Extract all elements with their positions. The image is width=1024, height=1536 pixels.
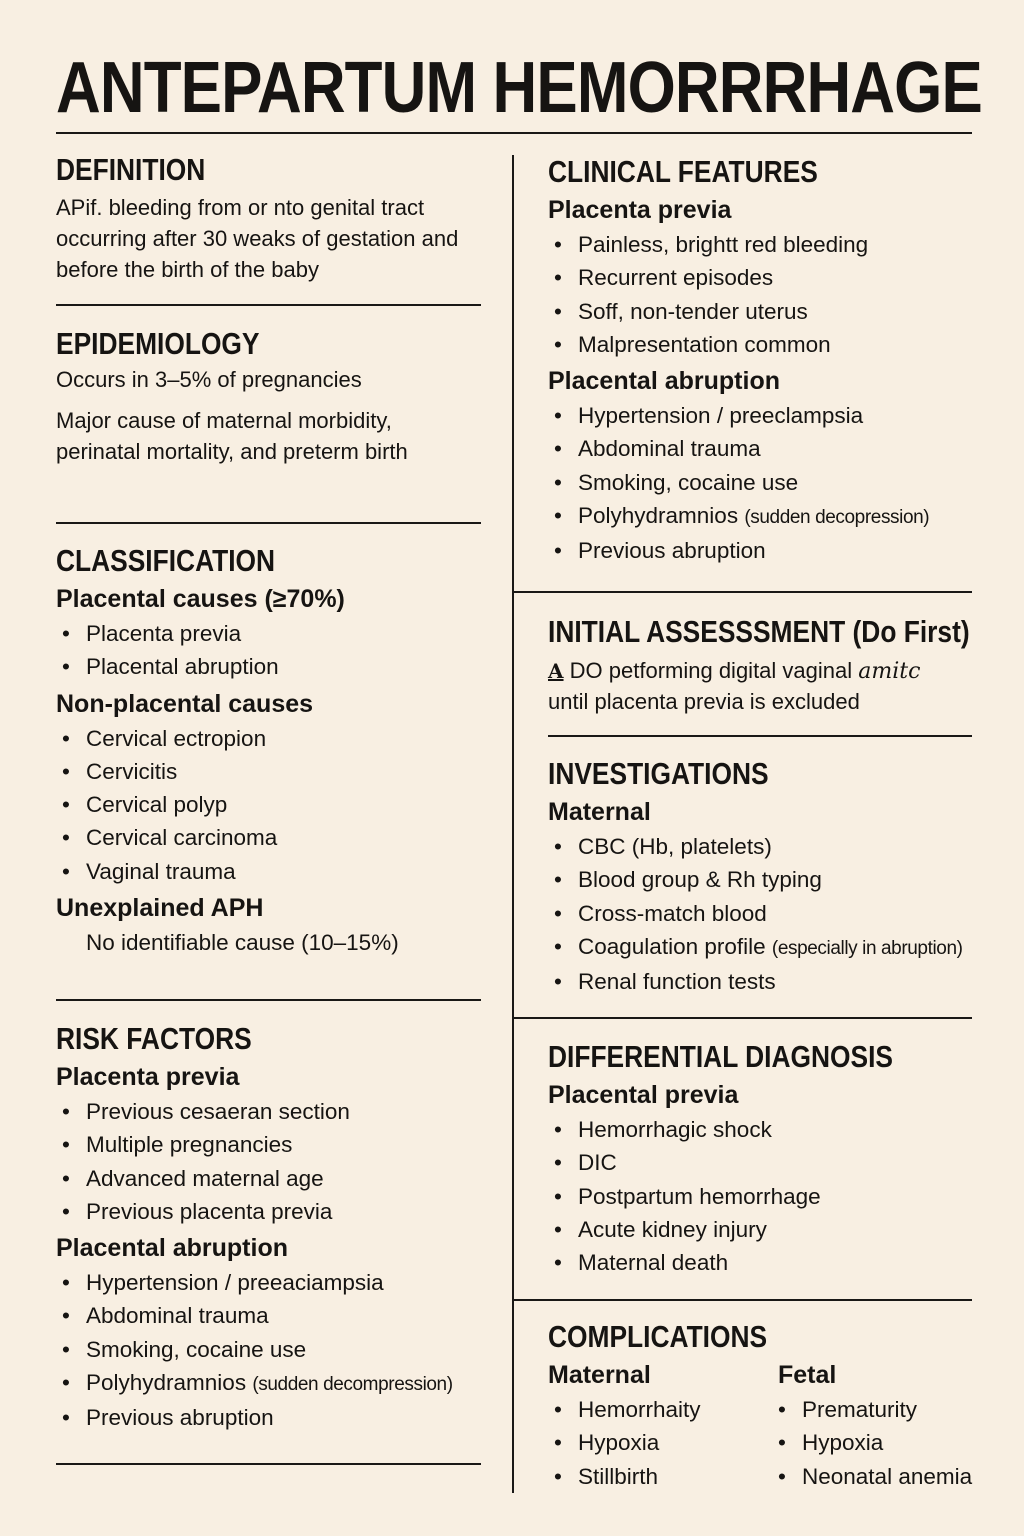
placental-causes-list bbox=[56, 617, 486, 684]
assessment-line-1: DO petforming digital vaginal bbox=[569, 658, 853, 683]
list-item-note: (sudden decopression) bbox=[744, 507, 930, 529]
investigations-section bbox=[548, 756, 1018, 998]
list-item: • Hypoxia bbox=[772, 1426, 972, 1459]
list-item bbox=[548, 930, 1018, 965]
list-item: • Stillbirth bbox=[548, 1460, 778, 1493]
divider bbox=[512, 1017, 972, 1019]
list-item: • Previous abruption bbox=[548, 534, 1008, 567]
complications-fetal-list bbox=[772, 1393, 972, 1493]
list-item-note: (especially in abruption) bbox=[771, 937, 963, 959]
epidemiology-heading: EPIDEMIOLOGY bbox=[56, 326, 260, 361]
non-placental-causes-list bbox=[56, 722, 486, 888]
list-item: • Abdominal trauma bbox=[548, 432, 1008, 465]
page-title: ANTEPARTUM HEMORRRHAGE bbox=[56, 48, 982, 128]
list-item: • Cervical polyp bbox=[56, 788, 486, 821]
list-item: • Hypertension / preeaciampsia bbox=[56, 1266, 496, 1299]
list-item: • Postpartum hemorrhage bbox=[548, 1180, 1008, 1213]
list-item: • Advanced maternal age bbox=[56, 1162, 496, 1195]
column-divider bbox=[512, 155, 514, 1493]
epidemiology-section bbox=[56, 326, 486, 467]
complications-columns bbox=[548, 1355, 1008, 1493]
divider bbox=[56, 304, 481, 306]
list-item-note: (sudden decompression) bbox=[252, 1374, 453, 1396]
risk-abruption-list bbox=[56, 1266, 496, 1434]
list-item: • CBC (Hb, platelets) bbox=[548, 830, 1018, 863]
risk-previa-list bbox=[56, 1095, 496, 1228]
list-item: • Abdominal trauma bbox=[56, 1299, 496, 1332]
assessment-line-2: until placenta previa is excluded bbox=[548, 689, 860, 714]
non-placental-causes-label: Non-placental causes bbox=[56, 689, 314, 718]
complications-maternal bbox=[548, 1355, 778, 1493]
list-item: • Soff, non-tender uterus bbox=[548, 295, 1008, 328]
risk-previa-label: Placenta previa bbox=[56, 1063, 240, 1091]
list-item: • Recurrent episodes bbox=[548, 261, 1008, 294]
list-item: • Placental abruption bbox=[56, 650, 486, 683]
definition-heading: DEFINITION bbox=[56, 152, 206, 187]
placental-causes-label: Placental causes (≥70%) bbox=[56, 585, 345, 613]
list-item: • Cervical carcinoma bbox=[56, 821, 486, 854]
classification-section bbox=[56, 543, 486, 959]
clinical-features-heading: CLINICAL FEATURES bbox=[548, 154, 818, 189]
list-item: • Vaginal trauma bbox=[56, 855, 486, 888]
complications-maternal-list bbox=[548, 1393, 778, 1493]
unexplained-aph-note: No identifiable cause (10–15%) bbox=[86, 930, 399, 956]
divider bbox=[56, 522, 481, 524]
list-item: • Neonatal anemia bbox=[772, 1460, 972, 1493]
list-item: • Hypertension / preeclampsia bbox=[548, 399, 1008, 432]
cf-previa-label: Placenta previa bbox=[548, 196, 732, 224]
complications-heading: COMPLICATIONS bbox=[548, 1319, 768, 1354]
list-item-text: Polyhydramnios bbox=[578, 503, 739, 529]
risk-abruption-label: Placental abruption bbox=[56, 1234, 288, 1263]
list-item bbox=[548, 499, 1008, 534]
differential-heading: DIFFERENTIAL DIAGNOSIS bbox=[548, 1039, 894, 1074]
initial-assessment-heading: INITIAL ASSESSSMENT (Do First) bbox=[548, 614, 970, 649]
epidemiology-prevalence: Occurs in 3–5% of pregnancies bbox=[56, 367, 362, 392]
epidemiology-impact: Major cause of maternal morbidity, perinatal mortality, and preterm birth bbox=[56, 408, 408, 464]
complications-maternal-label: Maternal bbox=[548, 1361, 651, 1389]
list-item: • Prematurity bbox=[772, 1393, 972, 1426]
list-item: • Cervicitis bbox=[56, 755, 486, 788]
list-item: • Hemorrhaity bbox=[548, 1393, 778, 1426]
risk-factors-heading: RISK FACTORS bbox=[56, 1021, 252, 1056]
list-item: • Cervical ectropion bbox=[56, 722, 486, 755]
list-item: • Previous abruption bbox=[56, 1401, 496, 1434]
investigations-maternal-label: Maternal bbox=[548, 798, 651, 826]
list-item: • Maternal death bbox=[548, 1246, 1008, 1279]
list-item: • Acute kidney injury bbox=[548, 1213, 1008, 1246]
warning-icon: A bbox=[548, 659, 564, 683]
list-item: • Smoking, cocaine use bbox=[56, 1333, 496, 1366]
divider bbox=[548, 735, 972, 737]
initial-assessment-section bbox=[548, 614, 1008, 717]
list-item: • Cross-match blood bbox=[548, 897, 1018, 930]
list-item-text: Polyhydramnios bbox=[86, 1370, 247, 1396]
clinical-features-section bbox=[548, 154, 1008, 568]
complications-fetal-label: Fetal bbox=[778, 1361, 837, 1389]
investigations-list bbox=[548, 830, 1018, 998]
cf-abruption-label: Placental abruption bbox=[548, 367, 780, 396]
list-item: • Painless, brightt red bleeding bbox=[548, 228, 1008, 261]
initial-assessment-text bbox=[548, 656, 1008, 717]
risk-factors-section bbox=[56, 1021, 496, 1435]
list-item: • Previous cesaeran section bbox=[56, 1095, 496, 1128]
complications-fetal bbox=[778, 1355, 972, 1493]
list-item: • Hypoxia bbox=[548, 1426, 778, 1459]
differential-list bbox=[548, 1113, 1008, 1279]
list-item: • DIC bbox=[548, 1146, 1008, 1179]
list-item: • Multiple pregnancies bbox=[56, 1128, 496, 1161]
list-item: • Smoking, cocaine use bbox=[548, 466, 1008, 499]
list-item-text: Coagulation profile bbox=[578, 933, 766, 959]
cf-previa-list bbox=[548, 228, 1008, 361]
list-item: • Renal function tests bbox=[548, 965, 1018, 998]
list-item: • Previous placenta previa bbox=[56, 1195, 496, 1228]
title-divider bbox=[56, 132, 972, 134]
differential-diagnosis-section bbox=[548, 1039, 1008, 1279]
investigations-heading: INVESTIGATIONS bbox=[548, 756, 769, 791]
list-item bbox=[56, 1366, 496, 1401]
list-item: • Malpresentation common bbox=[548, 328, 1008, 361]
definition-text: APif. bleeding from or nto genital tract occurring after 30 weaks of gestation and before the birth of the baby bbox=[56, 195, 459, 282]
cf-abruption-list bbox=[548, 399, 1008, 567]
differential-group-label: Placental previa bbox=[548, 1081, 739, 1109]
divider bbox=[512, 1299, 972, 1301]
definition-section bbox=[56, 152, 486, 285]
classification-heading: CLASSIFICATION bbox=[56, 543, 276, 578]
divider bbox=[512, 591, 972, 593]
unexplained-aph-label: Unexplained APH bbox=[56, 894, 264, 923]
list-item: • Blood group & Rh typing bbox=[548, 863, 1018, 896]
list-item: • Hemorrhagic shock bbox=[548, 1113, 1008, 1146]
complications-section bbox=[548, 1319, 1008, 1493]
divider bbox=[56, 999, 481, 1001]
divider bbox=[56, 1463, 481, 1465]
assessment-line-1-italic: amitc bbox=[858, 659, 921, 684]
list-item: • Placenta previa bbox=[56, 617, 486, 650]
